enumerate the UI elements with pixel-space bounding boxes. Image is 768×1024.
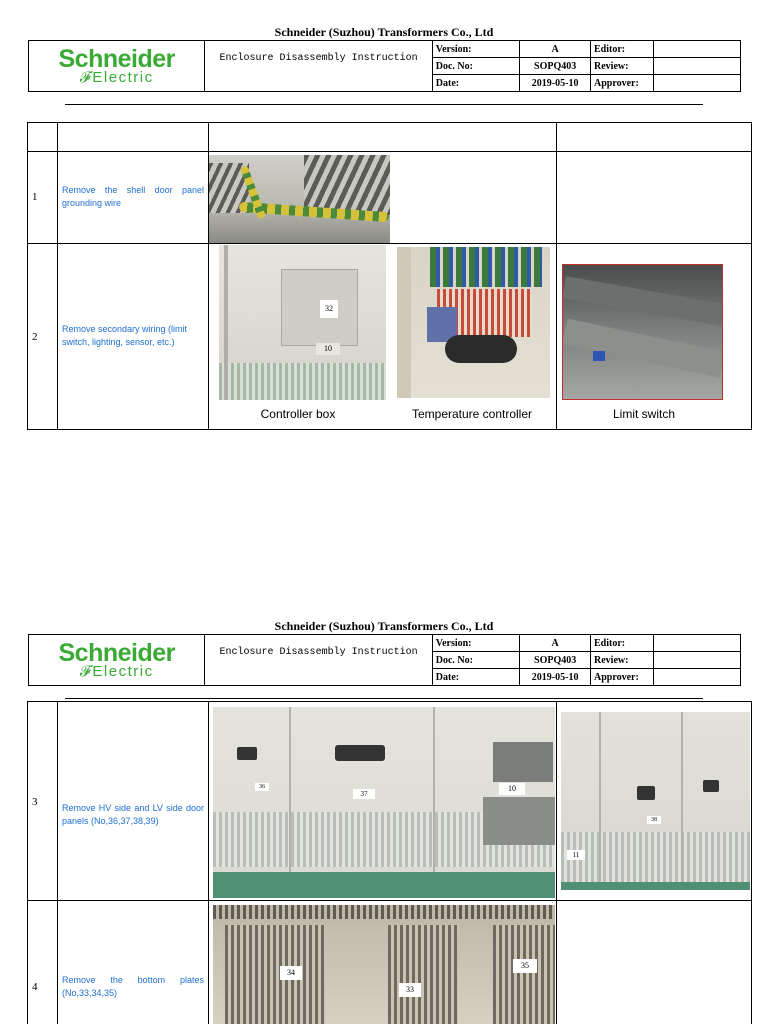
photo-caption: Temperature controller bbox=[411, 407, 533, 421]
date-label: Date: bbox=[432, 669, 520, 686]
editor-label: Editor: bbox=[591, 41, 654, 58]
part-number-tag: 36 bbox=[255, 783, 269, 791]
step-number: 1 bbox=[32, 191, 38, 203]
review-value bbox=[653, 58, 740, 75]
document-header bbox=[28, 634, 741, 686]
part-number-tag: 37 bbox=[353, 789, 375, 799]
photo-limit-switch bbox=[562, 264, 723, 400]
logo-subtitle: 𝓕Electric bbox=[79, 69, 154, 86]
document-title: Enclosure Disassembly Instruction bbox=[205, 41, 432, 92]
company-name: Schneider (Suzhou) Transformers Co., Ltd bbox=[274, 619, 494, 633]
approver-label: Approver: bbox=[591, 75, 654, 92]
part-number-tag: 33 bbox=[399, 983, 421, 997]
review-value bbox=[653, 652, 740, 669]
editor-value bbox=[653, 635, 740, 652]
logo-subtitle: 𝓕Electric bbox=[79, 663, 154, 680]
docno-label: Doc. No: bbox=[432, 58, 520, 75]
review-label: Review: bbox=[591, 652, 654, 669]
part-number-tag: 38 bbox=[647, 816, 661, 824]
approver-label: Approver: bbox=[591, 669, 654, 686]
step-instruction: Remove the bottom plates (No,33,34,35) bbox=[62, 975, 204, 998]
photo-door-panels-side bbox=[561, 712, 750, 890]
date-label: Date: bbox=[432, 75, 520, 92]
part-number-tag: 10 bbox=[499, 783, 525, 795]
step-instruction: Remove secondary wiring (limit switch, lighting, sensor, etc.) bbox=[62, 324, 188, 347]
date-value: 2019-05-10 bbox=[520, 669, 591, 686]
photo-bottom-plates bbox=[213, 905, 555, 1024]
version-label: Version: bbox=[432, 635, 520, 652]
photo-temperature-controller bbox=[397, 247, 550, 398]
step-number: 4 bbox=[32, 981, 38, 993]
photo-door-panels-front bbox=[213, 707, 555, 898]
part-number-tag: 11 bbox=[567, 850, 585, 860]
photo-caption: Controller box bbox=[260, 407, 336, 421]
docno-label: Doc. No: bbox=[432, 652, 520, 669]
logo bbox=[29, 635, 205, 686]
part-number-tag: 34 bbox=[280, 966, 302, 980]
company-name: Schneider (Suzhou) Transformers Co., Ltd bbox=[274, 25, 494, 39]
step-number: 3 bbox=[32, 796, 38, 808]
step-number: 2 bbox=[32, 331, 38, 343]
docno-value: SOPQ403 bbox=[520, 652, 591, 669]
divider bbox=[65, 104, 703, 105]
step-instruction: Remove the shell door panel grounding wire bbox=[62, 185, 204, 208]
step-instruction: Remove HV side and LV side door panels (No,36,37,38,39) bbox=[62, 803, 204, 826]
docno-value: SOPQ403 bbox=[520, 58, 591, 75]
document-title: Enclosure Disassembly Instruction bbox=[205, 635, 432, 686]
part-number-tag: 10 bbox=[316, 343, 340, 355]
approver-value bbox=[653, 75, 740, 92]
editor-value bbox=[653, 41, 740, 58]
photo-caption: Limit switch bbox=[612, 407, 675, 421]
divider bbox=[65, 698, 703, 699]
document-header bbox=[28, 40, 741, 92]
version-label: Version: bbox=[432, 41, 520, 58]
editor-label: Editor: bbox=[591, 635, 654, 652]
version-value: A bbox=[520, 635, 591, 652]
photo-controller-box bbox=[219, 245, 386, 400]
review-label: Review: bbox=[591, 58, 654, 75]
logo-wordmark: Schneider bbox=[58, 45, 175, 73]
part-number-tag: 32 bbox=[320, 300, 338, 318]
approver-value bbox=[653, 669, 740, 686]
version-value: A bbox=[520, 41, 591, 58]
logo bbox=[29, 41, 205, 92]
logo-wordmark: Schneider bbox=[58, 639, 175, 667]
part-number-tag: 35 bbox=[513, 959, 537, 973]
date-value: 2019-05-10 bbox=[520, 75, 591, 92]
photo-grounding-wire bbox=[209, 155, 390, 243]
